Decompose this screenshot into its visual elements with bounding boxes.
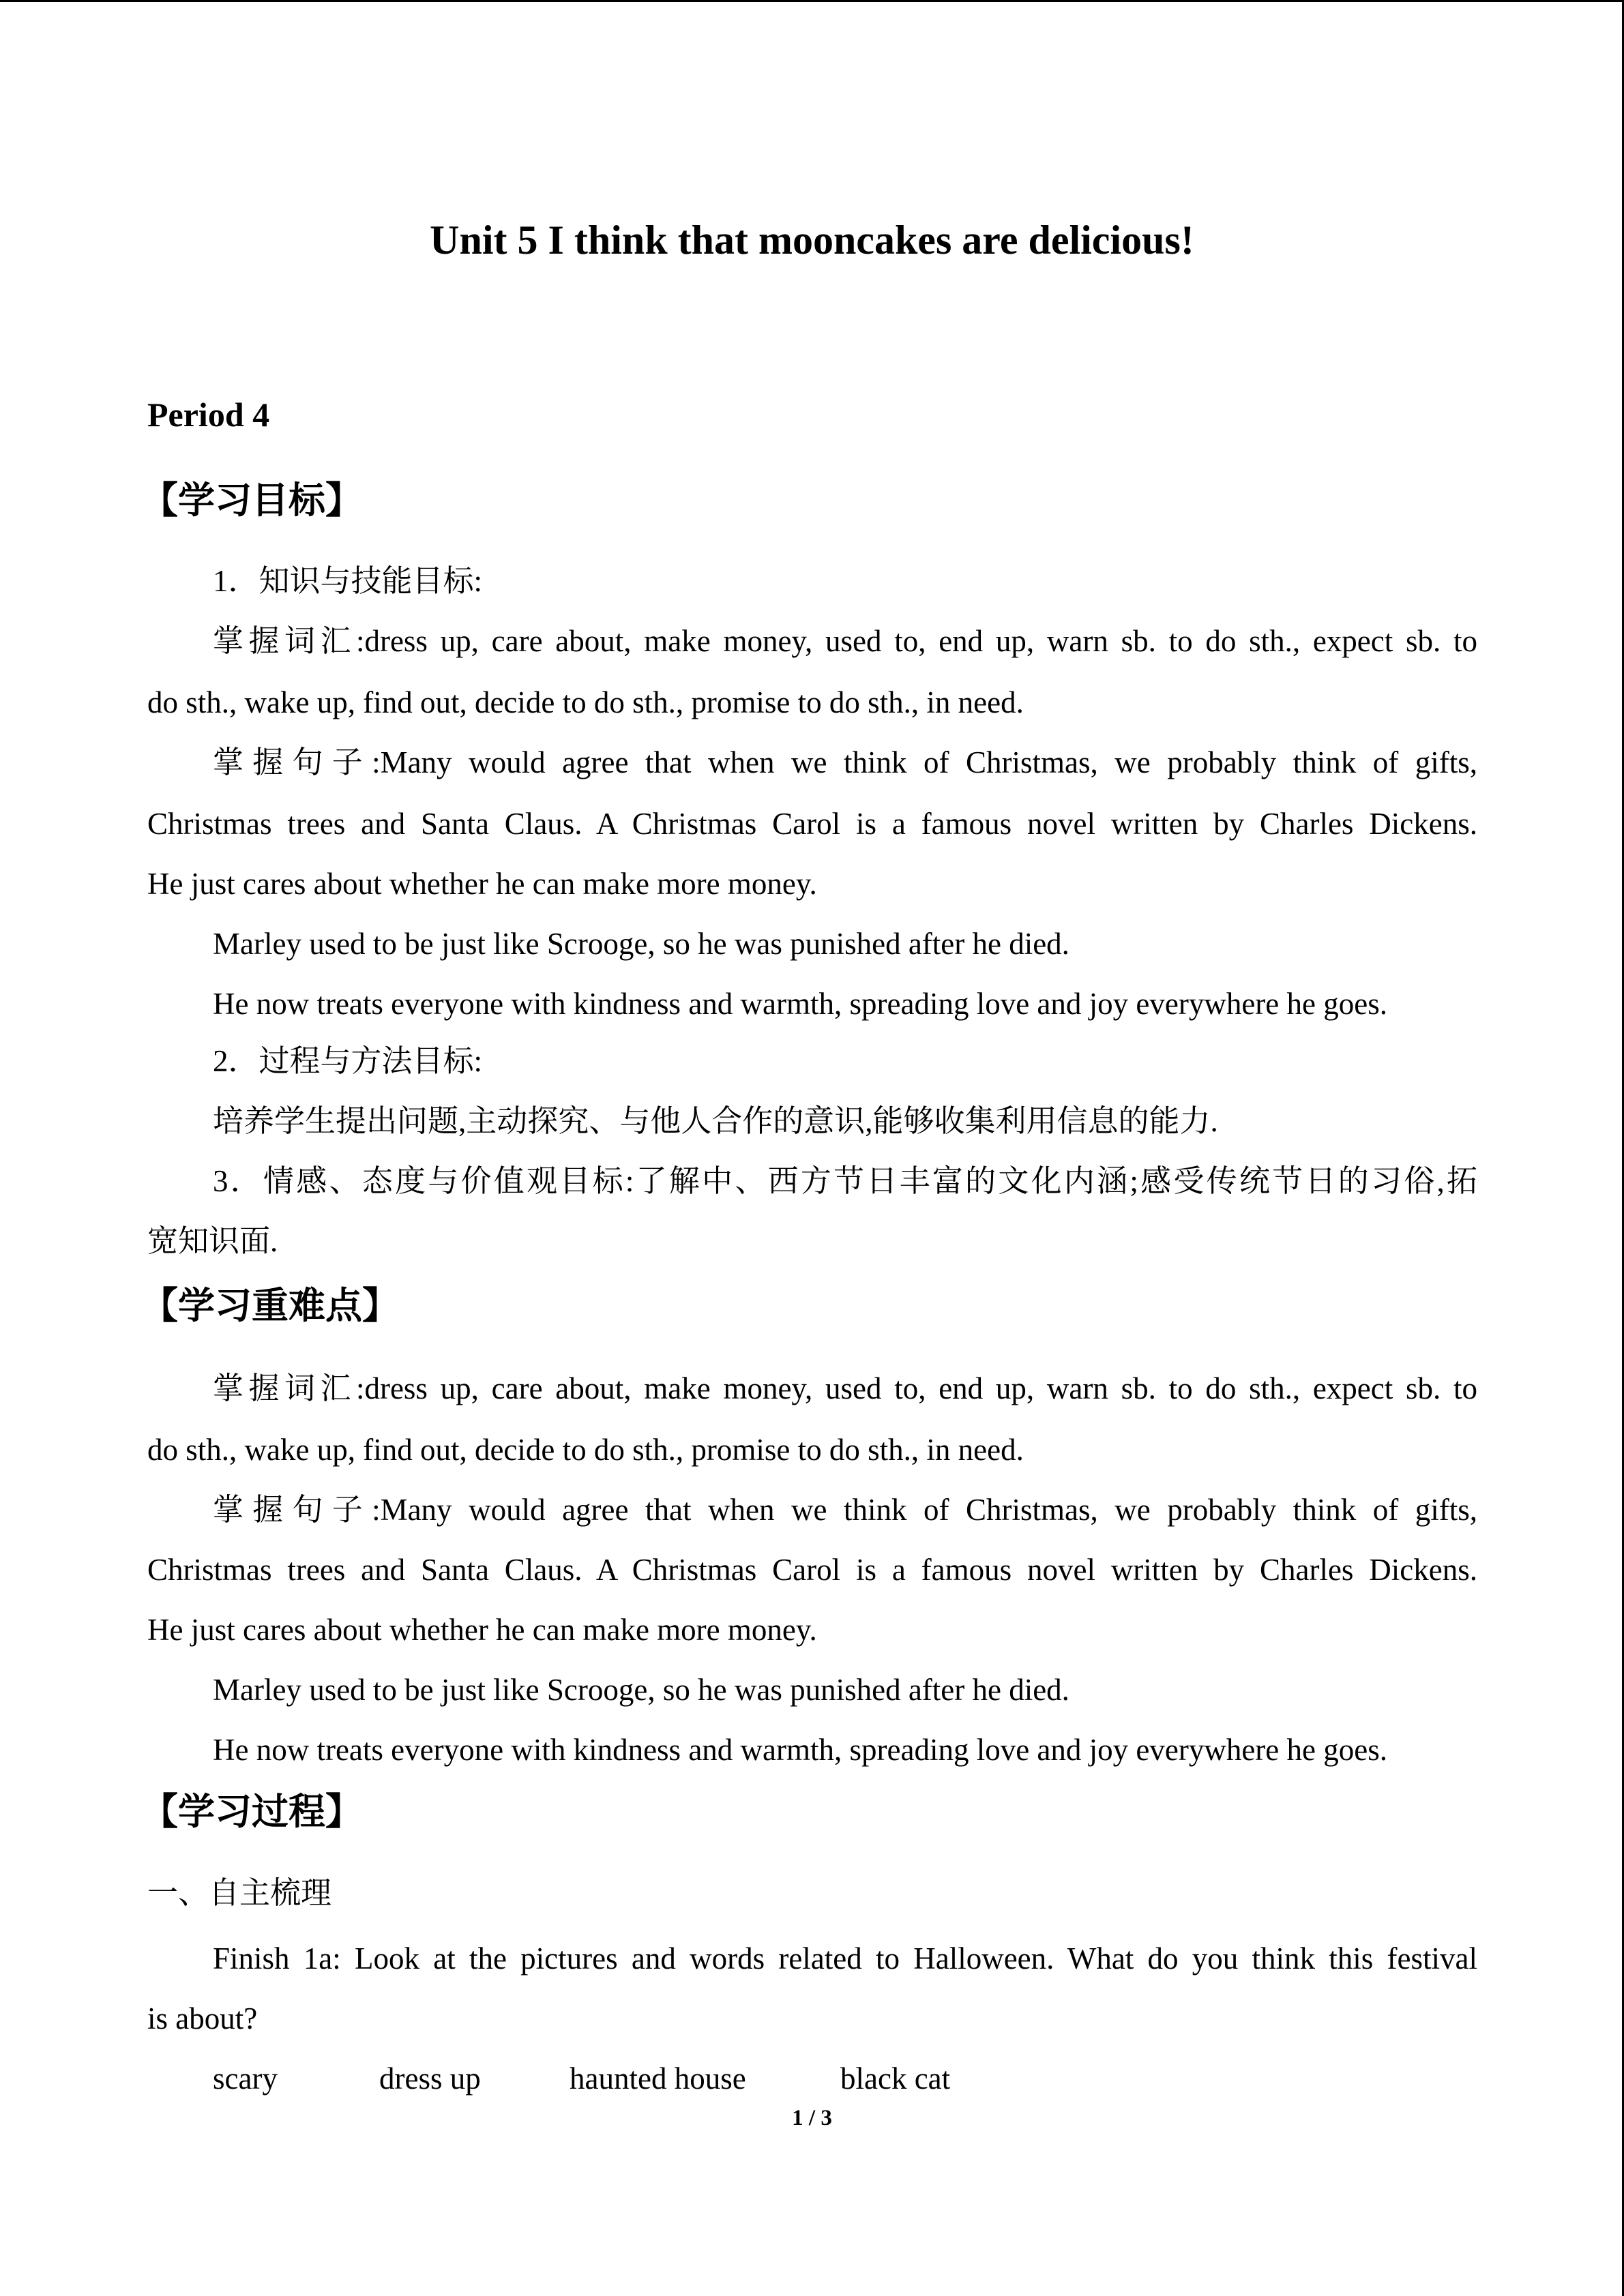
task-line-2: is about? [147, 2001, 258, 2036]
goals-sentence-line-2: Christmas trees and Santa Claus. A Christmas Carol is a famous novel written by Charles Dickens. [147, 807, 1477, 841]
goals-sentence-line-4: Marley used to be just like Scrooge, so he was punished after he died. [213, 927, 1069, 961]
word-haunted-house: haunted house [570, 2061, 746, 2096]
key-vocab-line-2: do sth., wake up, find out, decide to do sth., promise to do sth., in need. [147, 1433, 1024, 1467]
page-top-border [0, 0, 1624, 2]
process-goal-text: 培养学生提出问题,主动探究、与他人合作的意识,能够收集利用信息的能力. [213, 1104, 1218, 1138]
goals-sentence-line-5: He now treats everyone with kindness and warmth, spreading love and joy everywhere he goes. [213, 987, 1387, 1021]
self-study-heading: 一、自主梳理 [147, 1876, 332, 1910]
goals-vocab-line-2: do sth., wake up, find out, decide to do sth., promise to do sth., in need. [147, 685, 1024, 719]
word-dress-up: dress up [379, 2061, 481, 2096]
goals-vocab-line-1: 掌握词汇:dress up, care about, make money, used to, end up, warn sb. to do sth., expect sb. to [213, 624, 1477, 658]
key-sentence-line-2: Christmas trees and Santa Claus. A Christmas Carol is a famous novel written by Charles Dickens. [147, 1553, 1477, 1587]
learning-process-heading: 【学习过程】 [141, 1790, 362, 1833]
key-sentence-line-3: He just cares about whether he can make more money. [147, 1613, 817, 1647]
key-sentence-line-5: He now treats everyone with kindness and warmth, spreading love and joy everywhere he goes. [213, 1733, 1387, 1767]
word-black-cat: black cat [840, 2061, 951, 2096]
knowledge-goal-heading: 1．知识与技能目标: [213, 564, 483, 598]
key-sentence-line-4: Marley used to be just like Scrooge, so he was punished after he died. [213, 1673, 1069, 1707]
emotion-goal-line-1: 3．情感、态度与价值观目标:了解中、西方节日丰富的文化内涵;感受传统节日的习俗,拓 [213, 1164, 1477, 1198]
word-scary: scary [213, 2061, 278, 2096]
task-line-1: Finish 1a: Look at the pictures and words related to Halloween. What do you think this festival [213, 1941, 1477, 1976]
process-goal-heading: 2．过程与方法目标: [213, 1044, 483, 1078]
page-number: 1 / 3 [792, 2106, 832, 2130]
page-title: Unit 5 I think that mooncakes are delicious! [430, 218, 1194, 263]
period-heading: Period 4 [147, 396, 270, 434]
key-points-heading: 【学习重难点】 [141, 1284, 399, 1327]
learning-goals-heading: 【学习目标】 [141, 479, 362, 522]
goals-sentence-line-3: He just cares about whether he can make more money. [147, 867, 817, 901]
emotion-goal-line-2: 宽知识面. [147, 1224, 278, 1258]
key-sentence-line-1: 掌握句子:Many would agree that when we think of Christmas, we probably think of gifts, [213, 1493, 1477, 1527]
key-vocab-line-1: 掌握词汇:dress up, care about, make money, used to, end up, warn sb. to do sth., expect sb. to [213, 1371, 1477, 1405]
goals-sentence-line-1: 掌握句子:Many would agree that when we think of Christmas, we probably think of gifts, [213, 745, 1477, 779]
